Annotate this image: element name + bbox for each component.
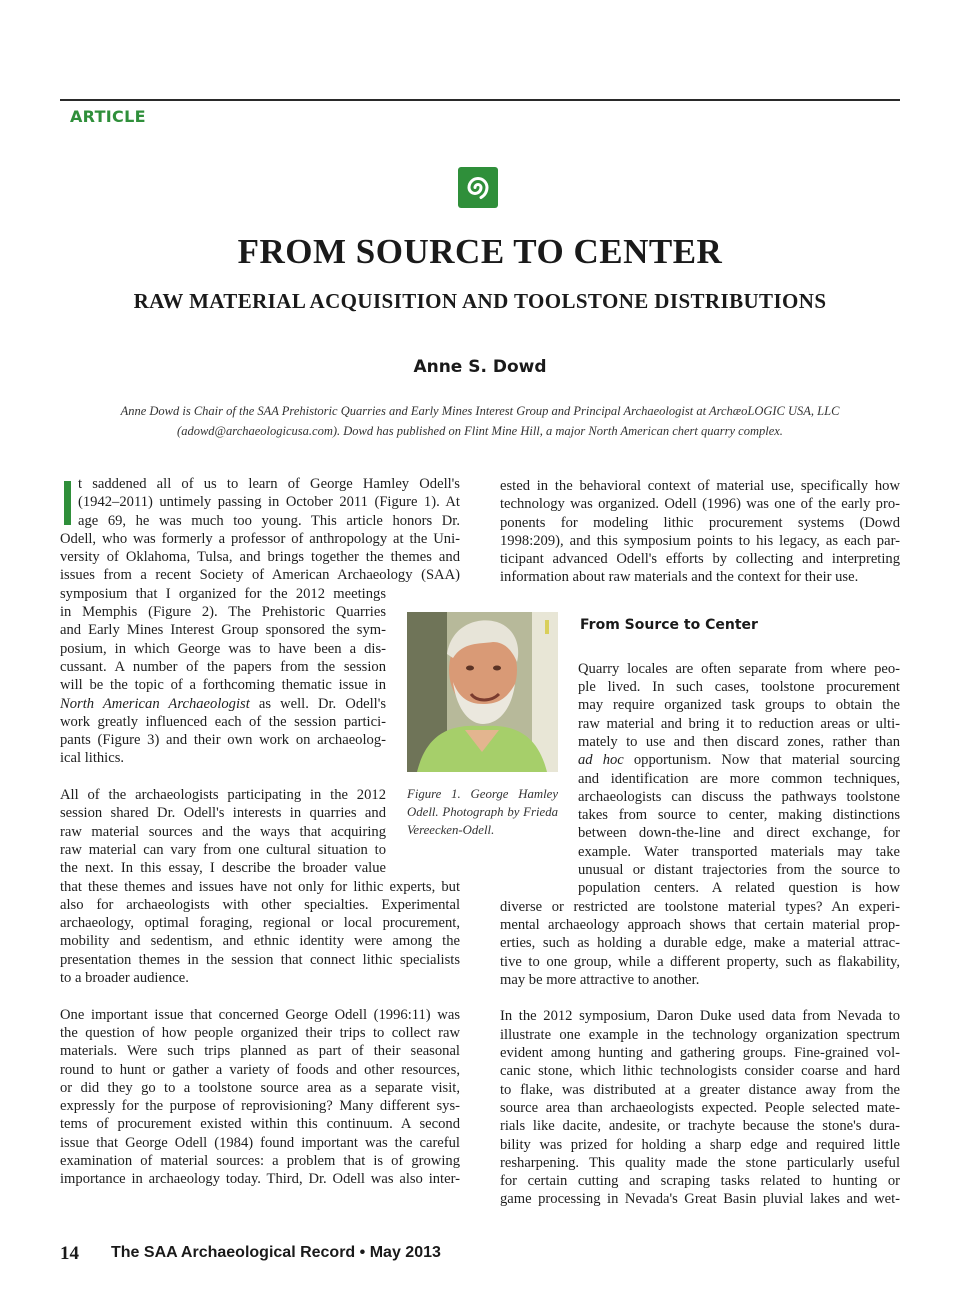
publication-name: The SAA Archaeological Record [111, 1244, 356, 1261]
text-line: tems of procurement existed within this continuum. A second [60, 1116, 460, 1133]
text-line: ical lithics. [60, 750, 125, 767]
author-note-line: (adowd@archaeologicusa.com). Dowd has published on Flint Mine Hill, a major North American chert quarry complex. [177, 424, 783, 438]
text-line: All of the archaeologists participating in the 2012 [60, 787, 386, 804]
text-line: rials like dacite, andesite, or trachyte because the stone's dura- [500, 1118, 900, 1135]
issue-date: May 2013 [369, 1244, 441, 1261]
text-line: materials. Were such trips planned as part of their seasonal [60, 1043, 460, 1060]
left-column [60, 475, 460, 1189]
text-line: posium, in which George was to have been a dis- [60, 640, 386, 657]
text-line: (1942–2011) untimely passing in October 2011 (Figure 1). At [78, 494, 460, 511]
text-line: erties, such as holding a durable edge, make a material attrac- [500, 935, 900, 952]
figure-caption: Figure 1. George Hamley Odell. Photograph by Frieda Vereecken-Odell. [407, 787, 558, 838]
text-line: the question of how people organized their trips to collect raw [60, 1024, 460, 1041]
author-name: Anne S. Dowd [413, 357, 547, 377]
text-line: raw material can vary from one cultural situation to [60, 841, 386, 858]
text-line: In the 2012 symposium, Daron Duke used data from Nevada to [500, 1008, 900, 1025]
text-line: symposium that I organized for the 2012 meetings [60, 585, 386, 602]
text-line: bility was prized for holding a sharp edge and required little [500, 1136, 900, 1153]
text-line: canic stone, which lithic technologists consider coarse and hard [500, 1063, 900, 1080]
article-subtitle: RAW MATERIAL ACQUISITION AND TOOLSTONE DISTRIBUTIONS [133, 289, 827, 313]
text-line: work greatly influenced each of the session partici- [60, 713, 386, 730]
text-line: issue that George Odell (1984) found important was the careful [60, 1134, 460, 1151]
text-line: ested in the behavioral context of material use, specifically how [500, 478, 900, 494]
text-line: cussant. A number of the papers from the session [60, 658, 386, 675]
footer-bullet: • [359, 1244, 366, 1261]
text-line: also for archaeologists with other specialties. Experimental [60, 896, 460, 913]
text-line: issues from a recent Society of American Archaeology (SAA) [60, 567, 460, 584]
text-line: or did they go to a toolstone source area as a separate visit, [60, 1079, 460, 1096]
text-line: illustrate one example in the technology organization spectrum [500, 1026, 900, 1043]
text-line: versity of Oklahoma, Tulsa, and brings together the themes and [60, 549, 460, 566]
paragraph [500, 1007, 900, 1208]
text-line: information about raw materials and the context for their use. [500, 569, 859, 586]
text-line: pants (Figure 3) and their own work on archaeolog- [60, 732, 386, 749]
text-line: 1998:209), and this symposium points to his legacy, as each par- [500, 532, 900, 549]
right-column [500, 477, 900, 1209]
text-line: age 69, he was much too young. This article honors Dr. [78, 512, 460, 529]
text-line: in Memphis (Figure 2). The Prehistoric Quarries [60, 604, 386, 621]
text-line: unusual or distant trajectories from the source to [578, 862, 900, 879]
paragraph [60, 786, 460, 987]
text-line: may be more attractive to another. [500, 971, 700, 988]
text-line: evident among hunting and gathering groups. Fine-grained vol- [500, 1045, 900, 1062]
text-line: round to hunt or gather a variety of foods and other resources, [60, 1061, 460, 1078]
text-line: t saddened all of us to learn of George Hamley Odell's [78, 476, 460, 492]
section-heading: From Source to Center [580, 617, 758, 633]
text-line: mental archaeology approach shows that certain material prop- [500, 916, 900, 933]
text-line: raw material and bring it to reduction areas or ulti- [578, 715, 900, 732]
article-title: FROM SOURCE TO CENTER [237, 232, 723, 271]
text-line: will be the topic of a forthcoming thematic issue in [60, 677, 386, 694]
text-line: Quarry locales are often separate from where peo- [578, 660, 900, 677]
text-line: archaeologists can discuss the pathways toolstone [578, 788, 900, 805]
text-line: and Early Mines Interest Group sponsored the sym- [60, 622, 386, 639]
italic-phrase: ad hoc [578, 752, 624, 769]
text-line: mobility and sedentism, and ethnic identity were among the [60, 933, 460, 950]
text-line: may require organized task groups to obtain the [578, 697, 900, 714]
text-line: and identification are more common techniques, [578, 770, 900, 787]
text-line: archaeology, optimal foraging, regional or local procurement, [60, 915, 460, 932]
text-line: ponents for modeling lithic procurement systems (Dowd [500, 514, 900, 531]
text-line: the next. In this essay, I describe the broader value [60, 860, 386, 877]
text-line: examination of material sources: a problem that is of growing [60, 1152, 460, 1169]
text-line: Odell, who was formerly a professor of anthropology at the Uni- [60, 530, 460, 547]
spiral-icon [458, 167, 498, 208]
top-rule [60, 99, 900, 101]
text-line: mately to use and then discard zones, rather than [578, 733, 900, 750]
text-line: ad hoc opportunism. Now that material sourcing [578, 752, 900, 769]
journal-title: North American Archaeologist [60, 695, 250, 712]
text-line: ple lived. In such cases, toolstone procurement [578, 679, 900, 696]
paragraph [500, 660, 900, 989]
text-line: tive to one group, while a different property, such as flakability, [500, 953, 900, 970]
text-line: source area than archaeologists expected. People selected mate- [500, 1099, 900, 1116]
page-number: 14 [60, 1243, 79, 1264]
author-note [95, 401, 865, 441]
paragraph [500, 477, 900, 587]
text-line: to a broader audience. [60, 970, 189, 987]
text-line: expressly for the purpose of reprovisioning? Many different sys- [60, 1098, 460, 1115]
text-line: example. Water transported materials may take [578, 843, 900, 860]
text-line: raw material sources and the ways that acquiring [60, 823, 386, 840]
text-line: takes from source to center, making distinctions [578, 807, 900, 824]
text-line: technology was organized. Odell (1996) was one of the early pro- [500, 496, 900, 513]
paragraph [60, 1006, 460, 1189]
text-line: game processing in Nevada's Great Basin pluvial lakes and wet- [500, 1191, 900, 1208]
text-line: One important issue that concerned George Odell (1996:11) was [60, 1006, 460, 1023]
running-footer [111, 1244, 441, 1262]
text-line: ticipant advanced Odell's efforts by collecting and interpreting [500, 551, 900, 568]
author-note-line: Anne Dowd is Chair of the SAA Prehistoric Quarries and Early Mines Interest Group and Principal Archaeologist at ArchæoLOGIC USA, LLC [120, 404, 840, 418]
paragraph [60, 475, 460, 768]
text-line: between down-the-line and direct exchange, for [578, 825, 900, 842]
text-line: for certain cutting and scraping tasks related to hunting or [500, 1173, 900, 1190]
text-line: importance in archaeology today. Third, Dr. Odell was also inter- [60, 1171, 460, 1188]
text-line: presentation themes in the session that connect lithic specialists [60, 951, 460, 968]
section-label: ARTICLE [70, 107, 146, 126]
text-line: diverse or restricted are toolstone material types? An experi- [500, 898, 900, 915]
text-line: resharpening. This quality made the stone particularly useful [500, 1154, 900, 1171]
text-line: North American Archaeologist as well. Dr. Odell's [60, 695, 386, 712]
text-line: population centers. A related question is how [578, 880, 900, 897]
text-line: to flake, was distributed at a greater distance away from the [500, 1081, 900, 1098]
text-line: session shared Dr. Odell's interests in quarries and [60, 805, 386, 822]
text-line: that these themes and issues have not only for lithic experts, but [60, 878, 460, 895]
